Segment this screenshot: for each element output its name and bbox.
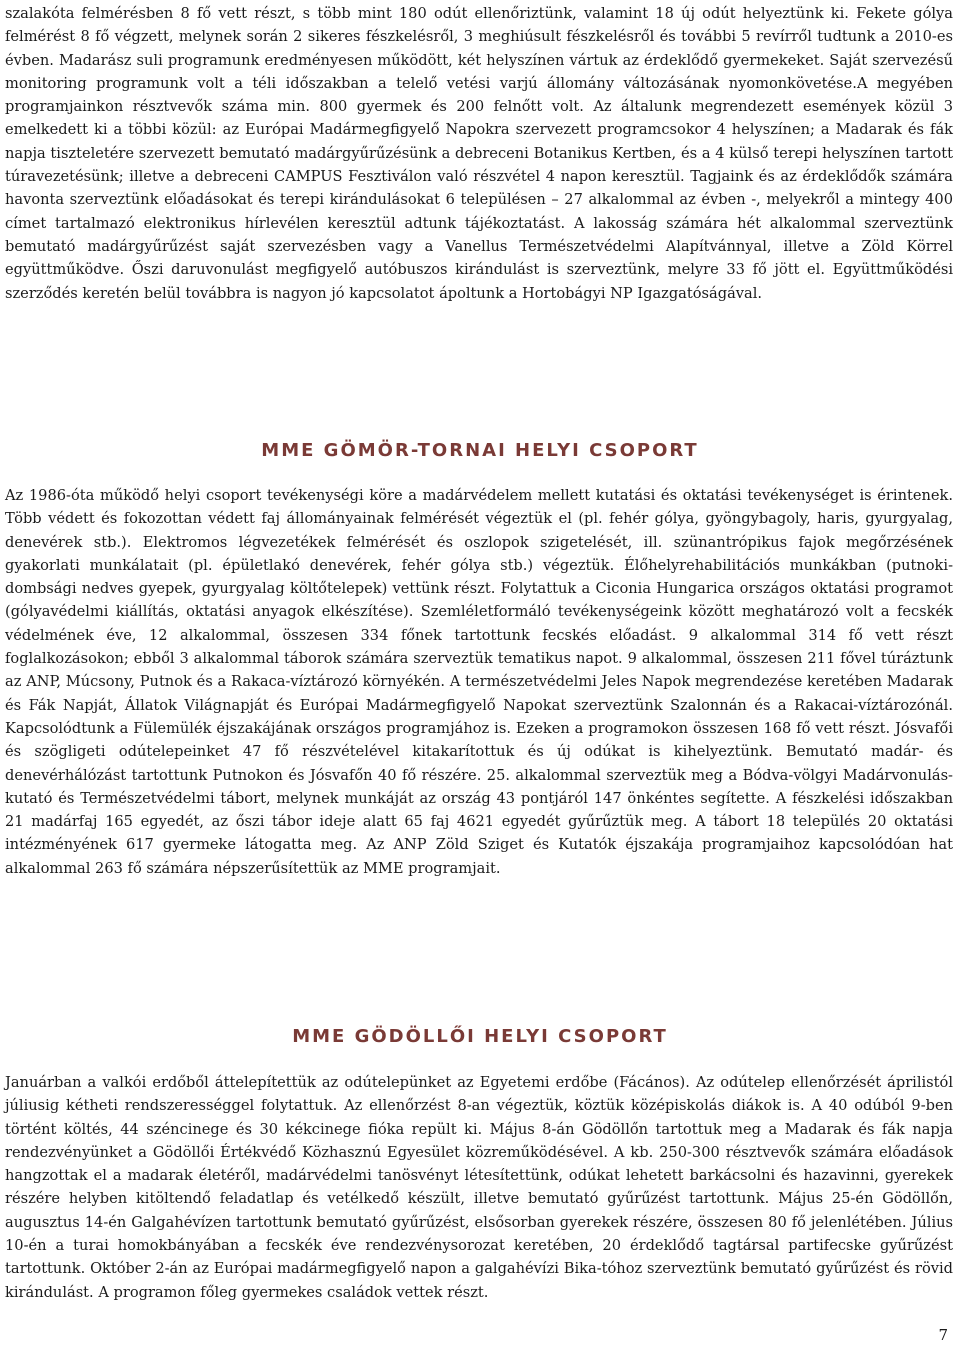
page-number: 7 xyxy=(938,1326,948,1344)
paragraph-hajdu-intro: szalakóta felmérésben 8 fő vett részt, s több mint 180 odút ellenőriztünk, valamint 18 új odút helyeztünk ki. Fekete gólya felmérést 8 fő végzett, melynek során 2 sikeres fészkelésről, 3 meghiúsult fészkelésről és további 5 revírről tudtunk a 2010-es évben. Madarász suli programunk eredményesen működött, két helyszínen vártuk az érdeklődő gyermekeket. Saját szervezésű monitoring programunk volt a téli időszakban a telelő vetési varjú állomány változásának nyomonkövetése.A megyében programjainkon résztvevők száma min. 800 gyermek és 200 felnőtt volt. Az általunk megrendezett események közül 3 emelkedett ki a többi közül: az Európai Madármegfigyelő Napokra szervezett programcsokor 4 helyszínen; a Madarak és fák napja tiszteletére szervezett bemutató madárgyűrűzésünk a debreceni Botanikus Kertben, és a 4 külső terepi helyszínen tartott túravezetésünk; illetve a debreceni CAMPUS Fesztiválon való részvétel 4 napon keresztül. Tagjaink és az érdeklődők számára havonta szerveztünk előadásokat és terepi kirándulásokat 6 településen – 27 alkalommal az évben -, melyekről a mintegy 400 címet tartalmazó elektronikus hírlevélen keresztül adtunk tájékoztatást. A lakosság számára hét alkalommal szerveztünk bemutató madárgyűrűzést saját szervezésben vagy a Vanellus Természetvédelmi Alapítvánnyal, illetve a Zöld Körrel együttműködve. Őszi daruvonulást megfigyelő autóbuszos kirándulást is szerveztünk, melyre 33 fő jött el. Együttműködési szerződés keretén belül továbbra is nagyon jó kapcsolatot ápoltunk a Hortobágyi NP Igazgatóságával. xyxy=(5,5,953,302)
paragraph-gomor-tornai: Az 1986-óta működő helyi csoport tevékenységi köre a madárvédelem mellett kutatási és oktatási tevékenységet is érintenek. Több védett és fokozottan védett faj állományainak felmérését végeztük el (pl. fehér gólya, gyöngybagoly, haris, gyurgyalag, denevérek stb.). Elektromos légvezetékek felmérését és oszlopok szigetelését, ill. szünantrópikus fajok megőrzésének gyakorlati munkálatait (pl. épületlakó denevérek, fehér gólya stb.) végeztük. Élőhelyrehabilitációs munkákban (putnoki-dombsági nedves gyepek, gyurgyalag költőtelepek) vettünk részt. Folytattuk a Ciconia Hungarica országos oktatási programot (gólyavédelmi kiállítás, oktatási anyagok elkészítése). Szemléletformáló tevékenységeink között meghatározó volt a fecskék védelmének éve, 12 alkalommal, összesen 334 főnek tartottunk fecskés előadást. 9 alkalommal 314 fő vett részt foglalkozásokon; ebből 3 alkalommal táborok számára szerveztük tematikus napot. 9 alkalommal, összesen 211 fővel túráztunk az ANP, Múcsony, Putnok és a Rakaca-víztározó környékén. A természetvédelmi Jeles Napok megrendezése keretében Madarak és Fák Napját, Állatok Világnapját és Európai Madármegfigyelő Napokat szerveztünk Szalonnán és a Rakacai-víztározónál. Kapcsolódtunk a Fülemülék éjszakájának országos programjához is. Ezeken a programokon összesen 168 fő vett részt. Jósvafői és szögligeti odútelepeinket 47 fő részvételével kitakarítottuk és új odúkat is kihelyeztünk. Bemutató madár- és denevérhálózást tartottunk Putnokon és Jósvafőn 40 fő részére. 25. alkalommal szerveztük meg a Bódva-völgyi Madárvonulás-kutató és Természetvédelmi tábort, melynek munkáját az ország 43 pontjáról 147 önkéntes segítette. A fészkelési időszakban 21 madárfaj 165 egyedét, az őszi tábor ideje alatt 65 faj 4621 egyedét gyűrűztük meg. A tábort 18 település 20 oktatási intézményének 617 gyermeke látogatta meg. Az ANP Zöld Sziget és Kutatók éjszakája programjaihoz kapcsolódóan hat alkalommal 263 fő számára népszerűsítettük az MME programjait. xyxy=(5,487,953,877)
section-heading-godolloi: MME GÖDÖLLŐI HELYI CSOPORT xyxy=(292,1026,668,1047)
section-heading-gomor-tornai: MME GÖMÖR-TORNAI HELYI CSOPORT xyxy=(261,440,699,461)
paragraph-godolloi: Januárban a valkói erdőből áttelepítettük az odútelepünket az Egyetemi erdőbe (Fácános). Az odútelep ellenőrzését áprilistól júliusig kétheti rendszerességgel folytattuk. Az ellenőrzést 8-an végeztük, köztük középiskolás diákok is. A 40 odúból 9-ben történt költés, 44 széncinege és 30 kékcinege fióka repült ki. Május 8-án Gödöllőn tartottuk meg a Madarak és fák napja rendezvényünket a Gödöllői Értékvédő Közhasznú Egyesület közreműködésével. A kb. 250-300 résztvevők számára előadások hangzottak el a madarak életéről, madárvédelmi tanösvényt létesítettünk, odúkat lehetett barkácsolni és hazavinni, gyerekek részére helyben kitöltendő feladatlap és vetélkedő készült, illetve bemutató gyűrűzést tartottunk. Május 25-én Gödöllőn, augusztus 14-én Galgahévízen tartottunk bemutató gyűrűzést, elsősorban gyerekek részére, összesen 80 fő jelenlétében. Július 10-én a turai homokbányában a fecskék éve rendezvénysorozat keretében, 20 érdeklődő tagtársal partifecske gyűrűzést tartottunk. Október 2-án az Európai madármegfigyelő napon a galgahévízi Bika-tóhoz szerveztünk bemutató gyűrűzést és rövid kirándulást. A programon főleg gyermekes családok vettek részt. xyxy=(5,1074,953,1301)
